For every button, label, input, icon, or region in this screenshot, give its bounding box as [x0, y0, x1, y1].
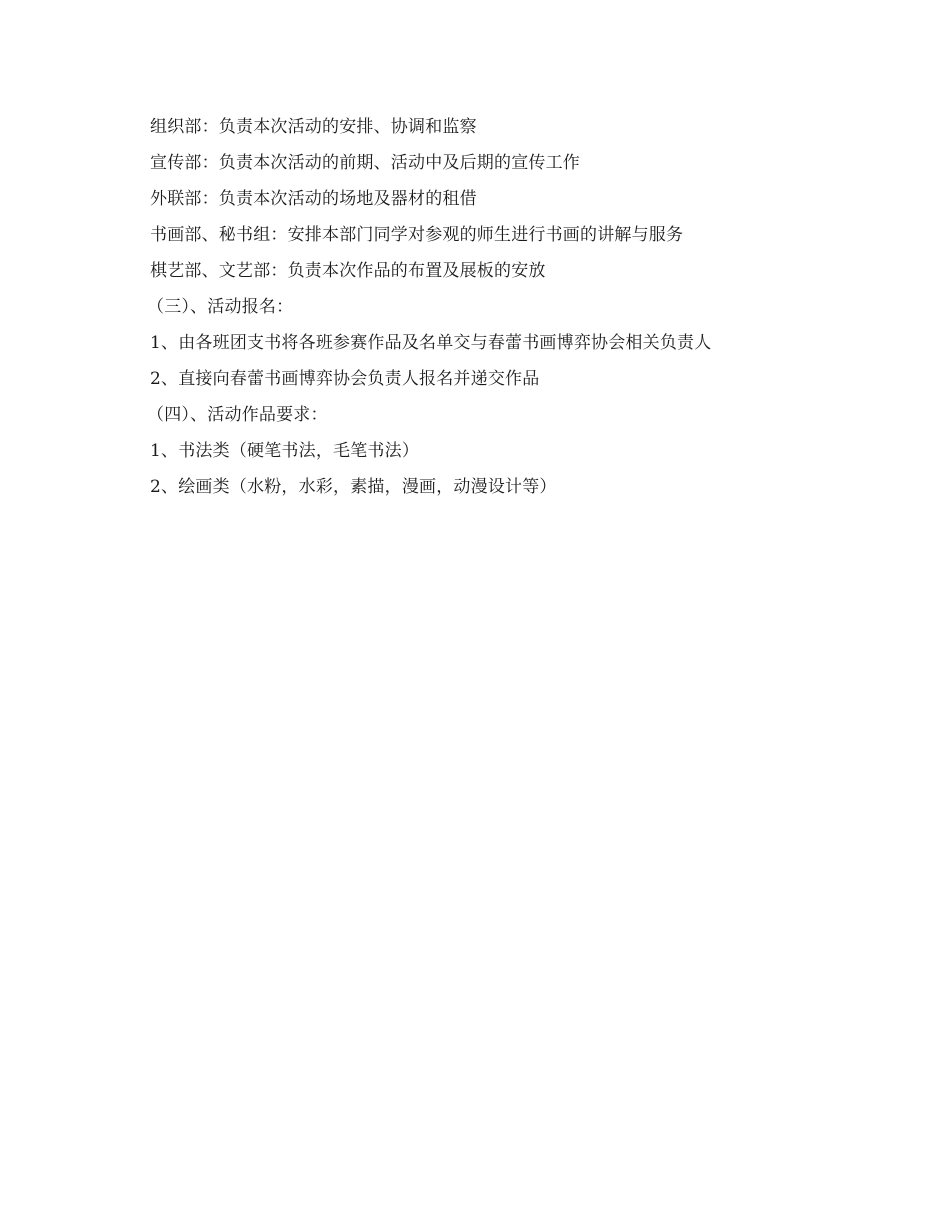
section-heading-registration: （三）、活动报名： [147, 297, 294, 317]
paragraph-organization-dept: 组织部：负责本次活动的安排、协调和监察 [150, 117, 477, 137]
document-body [147, 109, 850, 505]
paragraph-publicity-dept: 宣传部：负责本次活动的前期、活动中及后期的宣传工作 [150, 153, 580, 173]
section-heading-requirements: （四）、活动作品要求： [147, 405, 328, 425]
list-item-registration-1: 1、由各班团支书将各班参赛作品及名单交与春蕾书画博弈协会相关负责人 [150, 333, 712, 353]
list-item-registration-2: 2、直接向春蕾书画博弈协会负责人报名并递交作品 [150, 369, 540, 389]
paragraph-external-relations-dept: 外联部：负责本次活动的场地及器材的租借 [150, 189, 477, 209]
paragraph-chess-arts-dept: 棋艺部、文艺部：负责本次作品的布置及展板的安放 [150, 261, 546, 281]
list-item-requirement-2: 2、绘画类（水粉，水彩，素描，漫画，动漫设计等） [150, 477, 557, 497]
paragraph-calligraphy-secretariat: 书画部、秘书组：安排本部门同学对参观的师生进行书画的讲解与服务 [150, 225, 684, 245]
list-item-requirement-1: 1、书法类（硬笔书法，毛笔书法） [150, 441, 420, 461]
